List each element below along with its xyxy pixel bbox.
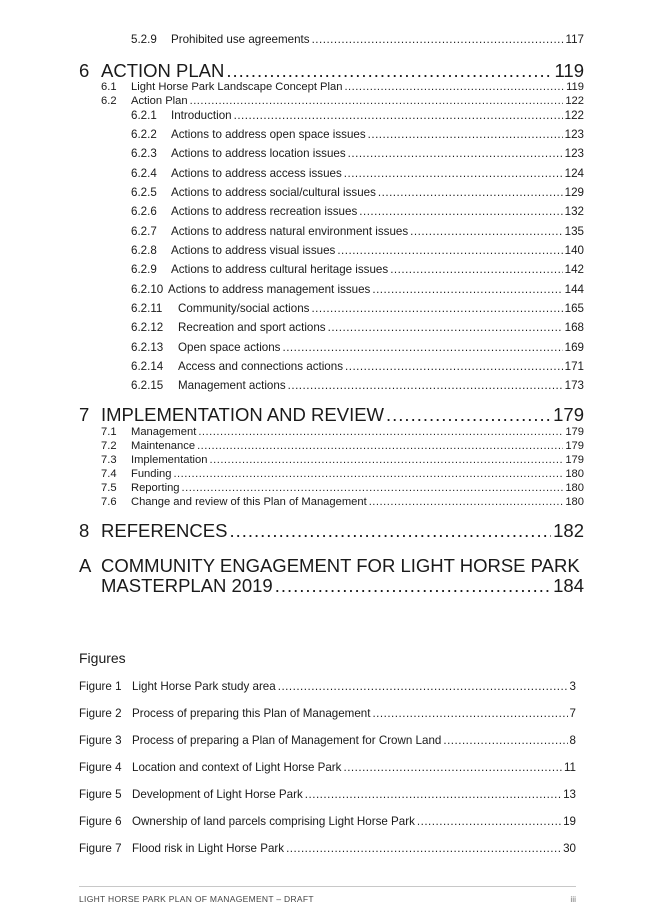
toc-entry-page: 124: [564, 166, 584, 180]
toc-entry-title: Management actions: [178, 379, 286, 393]
toc-entry-number: 6.2.9: [131, 263, 157, 277]
toc-entry-title: Development of Light Horse Park: [132, 788, 303, 801]
toc-dot-leader: [345, 360, 563, 373]
toc-dot-leader: [368, 128, 563, 141]
toc-dot-leader: [372, 283, 562, 296]
toc-entry-number: A: [79, 555, 92, 576]
toc-appendix-a-line1[interactable]: [79, 555, 580, 577]
toc-entry-number: 6.2.15: [131, 379, 164, 393]
toc-dot-leader: [311, 302, 562, 315]
figures-heading: Figures: [79, 650, 126, 666]
figure-entry-7[interactable]: [79, 842, 576, 855]
toc-entry-page: 11: [563, 761, 576, 774]
toc-entry-6-2-3[interactable]: [131, 147, 584, 160]
toc-dot-leader: [344, 81, 564, 93]
toc-entry-page: 8: [569, 734, 576, 747]
toc-entry-title: IMPLEMENTATION AND REVIEW: [101, 404, 385, 425]
toc-entry-page: 123: [564, 147, 584, 161]
toc-dot-leader: [417, 815, 561, 828]
toc-entry-title: Location and context of Light Horse Park: [132, 761, 342, 774]
toc-dot-leader: [226, 60, 552, 82]
toc-entry-title: Reporting: [131, 482, 180, 494]
toc-entry-page: 142: [564, 263, 584, 277]
toc-entry-number: Figure 5: [79, 788, 122, 801]
toc-entry-number: 6.2.14: [131, 360, 164, 374]
toc-entry-7-1[interactable]: [101, 426, 584, 438]
toc-entry-number: 7.6: [101, 496, 117, 508]
toc-entry-title: Open space actions: [178, 340, 281, 354]
toc-dot-leader: [410, 225, 563, 238]
toc-entry-6-2-9[interactable]: [131, 263, 584, 276]
toc-entry-number: 7: [79, 404, 90, 425]
toc-entry-6-2-12[interactable]: [131, 321, 584, 334]
toc-entry-title: Flood risk in Light Horse Park: [132, 842, 285, 855]
toc-entry-title: Recreation and sport actions: [178, 321, 326, 335]
toc-entry-number: 6.2.13: [131, 340, 164, 354]
figure-entry-4[interactable]: [79, 761, 576, 774]
toc-entry-number: 6.2.3: [131, 147, 157, 161]
toc-entry-page: 119: [566, 81, 584, 93]
toc-dot-leader: [359, 205, 562, 218]
toc-entry-6-2-2[interactable]: [131, 128, 584, 141]
toc-entry-page: 179: [553, 404, 584, 425]
toc-dot-leader: [369, 496, 564, 508]
footer-document-title: LIGHT HORSE PARK PLAN OF MANAGEMENT – DRAFT: [79, 894, 314, 904]
toc-section-8[interactable]: [79, 520, 584, 542]
toc-entry-number: 6.1: [101, 81, 117, 93]
toc-entry-6-2-1[interactable]: [131, 109, 584, 122]
toc-entry-page: 140: [564, 243, 584, 257]
toc-entry-number: 6.2.4: [131, 166, 157, 180]
toc-entry-page: 135: [564, 224, 584, 238]
toc-dot-leader: [372, 707, 567, 720]
toc-entry-page: 171: [564, 360, 584, 374]
toc-entry-title: Access and connections actions: [178, 360, 343, 374]
toc-entry-title: Prohibited use agreements: [171, 33, 310, 46]
toc-entry-title: Actions to address access issues: [171, 166, 342, 180]
toc-entry-title: Actions to address cultural heritage issues: [171, 263, 389, 277]
toc-entry-6-2-4[interactable]: [131, 167, 584, 180]
toc-dot-leader: [197, 440, 563, 452]
toc-entry-number: Figure 1: [79, 680, 122, 693]
toc-entry-6-2-14[interactable]: [131, 360, 584, 373]
toc-dot-leader: [337, 244, 562, 257]
toc-dot-leader: [390, 263, 562, 276]
toc-dot-leader: [173, 468, 563, 480]
toc-entry-7-2[interactable]: [101, 440, 584, 452]
toc-entry-number: 6.2.2: [131, 127, 157, 141]
toc-appendix-a-line2[interactable]: [101, 575, 584, 597]
toc-dot-leader: [305, 788, 561, 801]
toc-entry-page: 180: [565, 468, 584, 480]
toc-entry-page: 169: [564, 340, 584, 354]
toc-entry-title: Process of preparing this Plan of Management: [132, 707, 371, 720]
toc-entry-page: 7: [569, 707, 576, 720]
toc-entry-number: 8: [79, 520, 90, 541]
figure-entry-3[interactable]: [79, 734, 576, 747]
figure-entry-5[interactable]: [79, 788, 576, 801]
toc-entry-title: Light Horse Park study area: [132, 680, 276, 693]
toc-dot-leader: [198, 426, 563, 438]
footer-page-number: iii: [570, 894, 576, 904]
toc-entry-page: 3: [569, 680, 576, 693]
toc-entry-page: 122: [564, 108, 584, 122]
toc-entry-title: Actions to address recreation issues: [171, 205, 358, 219]
toc-entry-number: 6.2.11: [131, 302, 163, 315]
toc-entry-title: REFERENCES: [101, 520, 228, 541]
toc-entry-title: Process of preparing a Plan of Management for Crown Land: [132, 734, 442, 747]
toc-entry-6-2-10[interactable]: [131, 283, 584, 296]
toc-section-6[interactable]: [79, 60, 584, 82]
toc-entry-6-2-15[interactable]: [131, 379, 584, 392]
toc-entry-page: 184: [553, 575, 584, 596]
toc-entry-number: 6.2.1: [131, 108, 157, 122]
toc-entry-title: COMMUNITY ENGAGEMENT FOR LIGHT HORSE PARK: [101, 555, 580, 576]
toc-entry-7-3[interactable]: [101, 454, 584, 466]
toc-entry-title: Actions to address management issues: [168, 282, 371, 296]
toc-dot-leader: [386, 404, 551, 426]
toc-section-7[interactable]: [79, 404, 584, 426]
toc-dot-leader: [288, 379, 563, 392]
toc-dot-leader: [282, 341, 562, 354]
toc-entry-title: Light Horse Park Landscape Concept Plan: [131, 81, 343, 93]
toc-entry-title: Actions to address visual issues: [171, 243, 336, 257]
toc-entry-page: 117: [565, 33, 584, 46]
toc-entry-page: 165: [564, 302, 584, 315]
toc-entry-title: Introduction: [171, 108, 232, 122]
toc-entry-page: 19: [563, 815, 576, 828]
toc-entry-7-5[interactable]: [101, 482, 584, 494]
figure-entry-2[interactable]: [79, 707, 576, 720]
toc-entry-page: 180: [565, 496, 584, 508]
toc-entry-title: Actions to address open space issues: [171, 127, 366, 141]
toc-entry-title: ACTION PLAN: [101, 60, 225, 81]
toc-entry-5-2-9[interactable]: [131, 33, 584, 46]
toc-entry-6-2-7[interactable]: [131, 225, 584, 238]
toc-entry-page: 182: [553, 520, 584, 541]
toc-entry-number: 6.2: [101, 95, 117, 107]
toc-entry-6-1[interactable]: [101, 81, 584, 93]
toc-entry-number: 6: [79, 60, 90, 81]
toc-entry-6-2-5[interactable]: [131, 186, 584, 199]
toc-entry-title: Actions to address natural environment issues: [171, 224, 409, 238]
toc-entry-page: 119: [554, 60, 584, 81]
figure-entry-1[interactable]: [79, 680, 576, 693]
toc-entry-title: Funding: [131, 468, 172, 480]
toc-entry-number: Figure 7: [79, 842, 122, 855]
toc-entry-page: 13: [563, 788, 576, 801]
toc-entry-page: 179: [565, 454, 584, 466]
toc-entry-number: Figure 6: [79, 815, 122, 828]
toc-entry-title: Maintenance: [131, 440, 196, 452]
toc-entry-number: 6.2.5: [131, 185, 157, 199]
toc-entry-6-2-6[interactable]: [131, 205, 584, 218]
toc-dot-leader: [328, 321, 563, 334]
toc-dot-leader: [229, 520, 551, 542]
toc-entry-title: Implementation: [131, 454, 208, 466]
toc-dot-leader: [378, 186, 563, 199]
toc-entry-page: 179: [565, 440, 584, 452]
toc-entry-page: 129: [564, 185, 584, 199]
toc-entry-number: 7.4: [101, 468, 117, 480]
toc-dot-leader: [190, 95, 564, 107]
toc-entry-title: Change and review of this Plan of Management: [131, 496, 367, 508]
toc-dot-leader: [348, 147, 563, 160]
toc-entry-title: Actions to address social/cultural issues: [171, 185, 376, 199]
toc-dot-leader: [182, 482, 564, 494]
toc-entry-number: 7.1: [101, 426, 117, 438]
toc-dot-leader: [344, 167, 563, 180]
toc-entry-number: Figure 2: [79, 707, 122, 720]
toc-entry-7-6[interactable]: [101, 496, 584, 508]
toc-entry-page: 144: [564, 282, 584, 296]
footer-divider: [79, 886, 576, 887]
toc-dot-leader: [234, 109, 563, 122]
toc-dot-leader: [275, 575, 551, 597]
toc-entry-title: MASTERPLAN 2019: [101, 575, 273, 596]
toc-entry-title: Ownership of land parcels comprising Light Horse Park: [132, 815, 415, 828]
toc-entry-6-2-8[interactable]: [131, 244, 584, 257]
toc-dot-leader: [343, 761, 561, 774]
toc-dot-leader: [278, 680, 568, 693]
toc-entry-number: 7.5: [101, 482, 117, 494]
toc-entry-page: 122: [565, 95, 584, 107]
toc-entry-6-2-11[interactable]: [131, 302, 584, 315]
toc-dot-leader: [210, 454, 564, 466]
toc-dot-leader: [443, 734, 567, 747]
toc-entry-title: Management: [131, 426, 197, 438]
toc-entry-page: 180: [565, 482, 584, 494]
figure-entry-6[interactable]: [79, 815, 576, 828]
toc-entry-number: 6.2.8: [131, 243, 157, 257]
toc-entry-page: 123: [564, 127, 584, 141]
toc-entry-number: Figure 3: [79, 734, 122, 747]
toc-entry-6-2[interactable]: [101, 95, 584, 107]
toc-dot-leader: [312, 33, 564, 46]
toc-entry-page: 30: [563, 842, 576, 855]
toc-entry-7-4[interactable]: [101, 468, 584, 480]
toc-entry-page: 168: [564, 321, 584, 335]
toc-entry-number: 7.3: [101, 454, 117, 466]
toc-entry-title: Actions to address location issues: [171, 147, 346, 161]
toc-dot-leader: [286, 842, 561, 855]
toc-entry-number: 6.2.7: [131, 224, 157, 238]
toc-entry-6-2-13[interactable]: [131, 341, 584, 354]
toc-entry-number: 5.2.9: [131, 33, 157, 46]
toc-entry-number: 7.2: [101, 440, 117, 452]
toc-entry-number: 6.2.10: [131, 282, 164, 296]
toc-entry-page: 132: [564, 205, 584, 219]
toc-entry-page: 179: [565, 426, 584, 438]
toc-entry-title: Action Plan: [131, 95, 188, 107]
toc-entry-page: 173: [564, 379, 584, 393]
toc-entry-number: 6.2.12: [131, 321, 164, 335]
toc-entry-number: 6.2.6: [131, 205, 157, 219]
toc-entry-number: Figure 4: [79, 761, 122, 774]
toc-entry-title: Community/social actions: [178, 302, 310, 315]
